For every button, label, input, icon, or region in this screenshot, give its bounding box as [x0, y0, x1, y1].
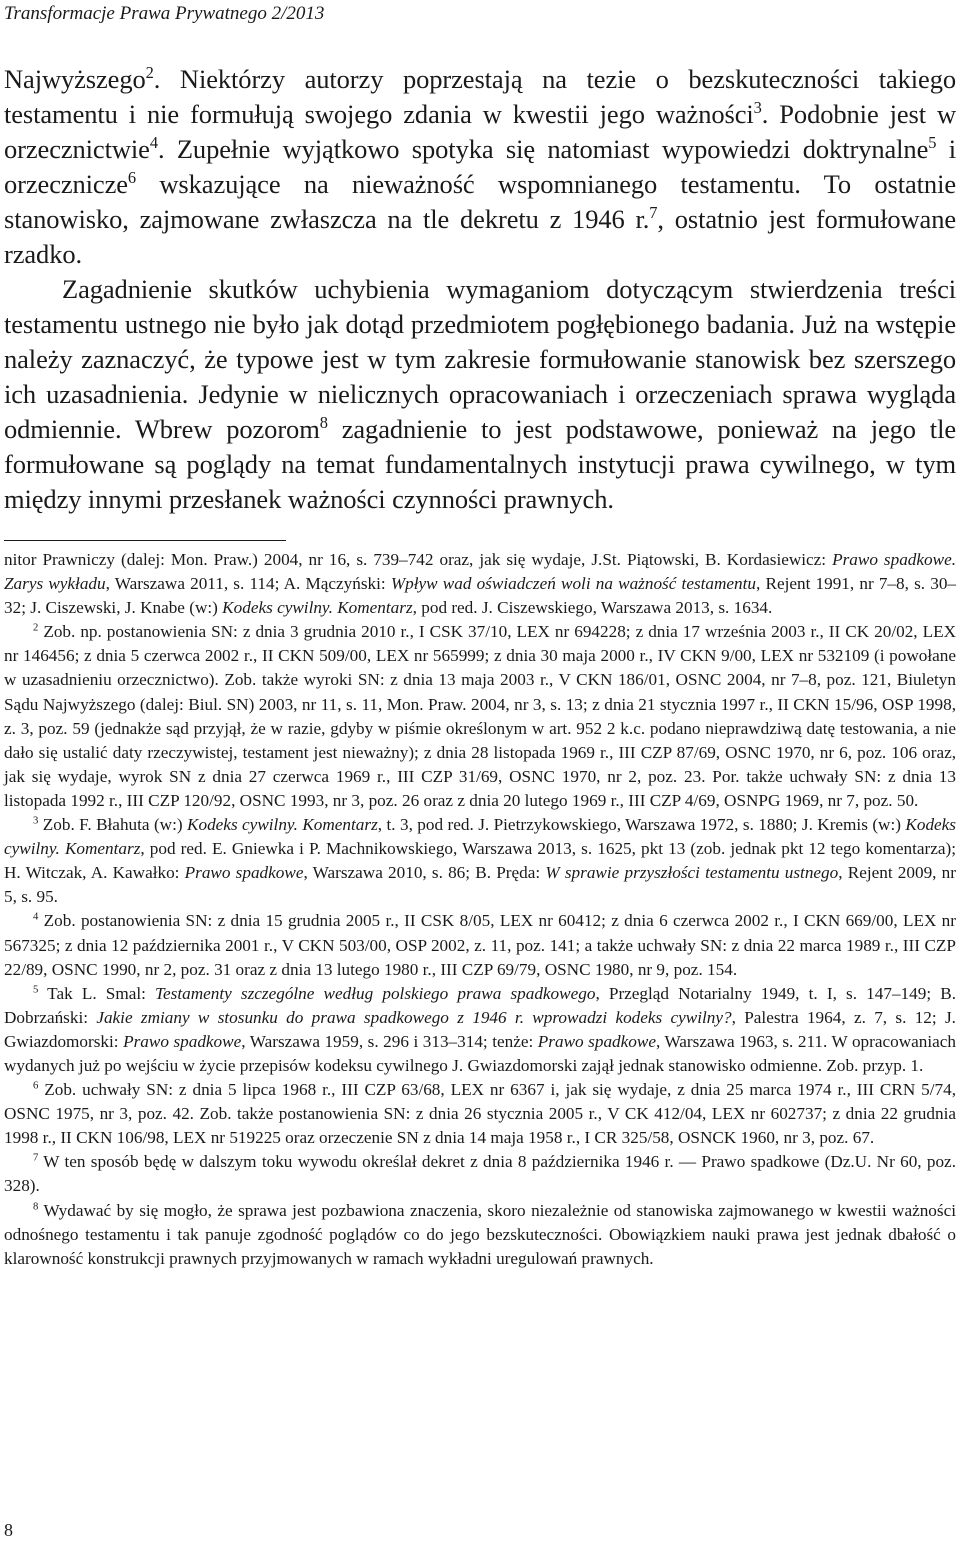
footnote-3: $^3$ Zob. F. Błahuta (w:) Kodeks cywilny. Komentarz, t. 3, pod red. J. Pietrzykowskiego, Warszawa 1972, s. 1880; J. Kremis (w:) Kodeks cywilny. Komentarz, pod red. E. Gniewka i P. Machnikowskiego, Warszawa 2013, s. 1625, pkt 13 (zob. jednak pkt 12 tego komentarza); H. Witczak, A. Kawałko: Prawo spadkowe, Warszawa 2010, s. 86; B. Pręda: W sprawie przyszłości testamentu ustnego, Rejent 2009, nr 5, s. 95. — [4, 815, 956, 907]
main-text — [4, 62, 956, 517]
footnote-separator — [4, 540, 286, 541]
footnote-ref-6[interactable]: 6 — [127, 168, 137, 188]
footnote-7: $^7$ W ten sposób będę w dalszym toku wywodu określał dekret z dnia 8 października 1946 r. — Prawo spadkowe (Dz.U. Nr 60, poz. 328). — [4, 1152, 956, 1196]
footnote-2: $^2$ Zob. np. postanowienia SN: z dnia 3 grudnia 2010 r., I CSK 37/10, LEX nr 694228; z dnia 17 września 2003 r., II CK 20/02, LEX nr 146456; z dnia 5 czerwca 2002 r., II CKN 509/00, LEX nr 565999; z dnia 30 maja 2000 r., IV CKN 9/00, LEX nr 532109 (i powołane w uzasadnieniu orzecznictwo). Zob. także wyroki SN: z dnia 13 maja 2003 r., V CKN 186/01, OSNC 2004, nr 7–8, poz. 121, Biuletyn Sądu Najwyższego (dalej: Biul. SN) 2003, nr 11, s. 11, Mon. Praw. 2004, nr 3, s. 13; z dnia 21 stycznia 1997 r., II CKN 15/96, OSP 1998, z. 3, poz. 59 (jednakże sąd przyjął, że w razie, gdyby w piśmie określonym w art. 952 2 k.c. podano nieprawdziwą datę testowania, a nie dało się ustalić daty rzeczywistej, testament jest nieważny); z dnia 28 listopada 1969 r., III CZP 87/69, OSNC 1970, nr 6, poz. 106 oraz, jak się wydaje, wyrok SN z dnia 27 czerwca 1969 r., III CZP 31/69, OSNC 1970, nr 2, poz. 23. Por. także uchwały SN: z dnia 13 listopada 1992 r., III CZP 120/92, OSNC 1993, nr 3, poz. 26 oraz z dnia 20 lutego 1969 r., III CZP 4/69, OSNPG 1969, nr 7, poz. 50. — [4, 622, 956, 810]
footnote-6: $^6$ Zob. uchwały SN: z dnia 5 lipca 1968 r., III CZP 63/68, LEX nr 6367 i, jak się wydaje, z dnia 25 marca 1974 r., III CRN 5/74, OSNC 1975, nr 3, poz. 42. Zob. także postanowienia SN: z dnia 26 stycznia 2005 r., V CK 412/04, LEX nr 602737; z dnia 22 grudnia 1998 r., II CKN 106/98, LEX nr 519225 oraz orzeczenie SN z dnia 14 maja 1958 r., I CR 325/58, OSNCK 1960, nr 3, poz. 67. — [4, 1080, 956, 1148]
footnotes — [4, 548, 956, 1271]
footnote-4: $^4$ Zob. postanowienia SN: z dnia 15 grudnia 2005 r., II CSK 8/05, LEX nr 60412; z dnia 6 czerwca 2002 r., I CKN 669/00, LEX nr 567325; z dnia 12 października 2001 r., V CKN 503/00, OSP 2002, z. 11, poz. 141; a także uchwały SN: z dnia 22 marca 1989 r., III CZP 22/89, OSNC 1990, nr 2, poz. 31 oraz z dnia 13 lutego 1980 r., III CZP 69/79, OSNC 1980, nr 9, poz. 154. — [4, 911, 956, 979]
page-number: 8 — [4, 1520, 13, 1540]
paragraph-2: Zagadnienie skutków uchybienia wymaganiom dotyczącym stwierdzenia treści testamentu ustnego nie było jak dotąd przedmiotem pogłębionego badania. Już na wstępie należy zaznaczyć, że typowe jest w tym zakresie formułowanie stanowisk bez szerszego ich uzasadnienia. Jedynie w nielicznych opracowaniach i orzeczeniach sprawa wygląda odmiennie. Wbrew pozorom$^8$ zagadnienie to jest podstawowe, ponieważ na jego tle formułowane są poglądy na temat fundamentalnych instytucji prawa cywilnego, w tym między innymi przesłanek ważności czynności prawnych. — [4, 274, 956, 514]
footnote-ref-5[interactable]: 5 — [928, 133, 937, 153]
footnote-ref-7[interactable]: 7 — [649, 203, 658, 223]
footnote-ref-4[interactable]: 4 — [149, 133, 158, 153]
footnote-8: $^8$ Wydawać by się mogło, że sprawa jest pozbawiona znaczenia, skoro niezależnie od stanowiska zajmowanego w kwestii ważności odnośnego testamentu i tak panuje zgodność poglądów co do jego bezskuteczności. Obowiązkiem nauki prawa jest jednak dbałość o klarowność konstrukcji prawnych przyjmowanych w ramach wykładni uregulowań prawnych. — [4, 1200, 956, 1268]
footnote-ref-3[interactable]: 3 — [753, 98, 762, 118]
footnote-ref-8[interactable]: 8 — [319, 413, 328, 433]
footnote-5: $^5$ Tak L. Smal: Testamenty szczególne według polskiego prawa spadkowego, Przegląd Notarialny 1949, t. I, s. 147–149; B. Dobrzański: Jakie zmiany w stosunku do prawa spadkowego z 1946 r. wprowadzi kodeks cywilny?, Palestra 1964, z. 7, s. 12; J. Gwiazdomorski: Prawo spadkowe, Warszawa 1959, s. 296 i 313–314; tenże: Prawo spadkowe, Warszawa 1963, s. 211. W opracowaniach wydanych już po wejściu w życie przepisów kodeksu cywilnego J. Gwiazdomorski zajął jednak stanowisko odmienne. Zob. przyp. 1. — [4, 983, 956, 1075]
running-header: Transformacje Prawa Prywatnego 2/2013 — [4, 3, 325, 24]
paragraph-1: Najwyższego$^2$. Niektórzy autorzy poprzestają na tezie o bezskuteczności takiego testamentu i nie formułują swojego zdania w kwestii jego ważności$^3$. Podobnie jest w orzecznictwie$^4$. Zupełnie wyjątkowo spotyka się natomiast wypowiedzi doktrynalne$^5$ i orzecznicze$^6$ wskazujące na nieważność wspomnianego testamentu. To ostatnie stanowisko, zajmowane zwłaszcza na tle dekretu z 1946 r.$^7$, ostatnio jest formułowane rzadko. — [4, 63, 957, 269]
footnote-ref-2[interactable]: 2 — [145, 63, 154, 83]
footnote-1-continued: nitor Prawniczy (dalej: Mon. Praw.) 2004, nr 16, s. 739–742 oraz, jak się wydaje, J.St. Piątowski, B. Kordasiewicz: Prawo spadkowe. Zarys wykładu, Warszawa 2011, s. 114; A. Mączyński: Wpływ wad oświadczeń woli na ważność testamentu, Rejent 1991, nr 7–8, s. 30–32; J. Ciszewski, J. Knabe (w:) Kodeks cywilny. Komentarz, pod red. J. Ciszewskiego, Warszawa 2013, s. 1634. — [4, 550, 957, 618]
